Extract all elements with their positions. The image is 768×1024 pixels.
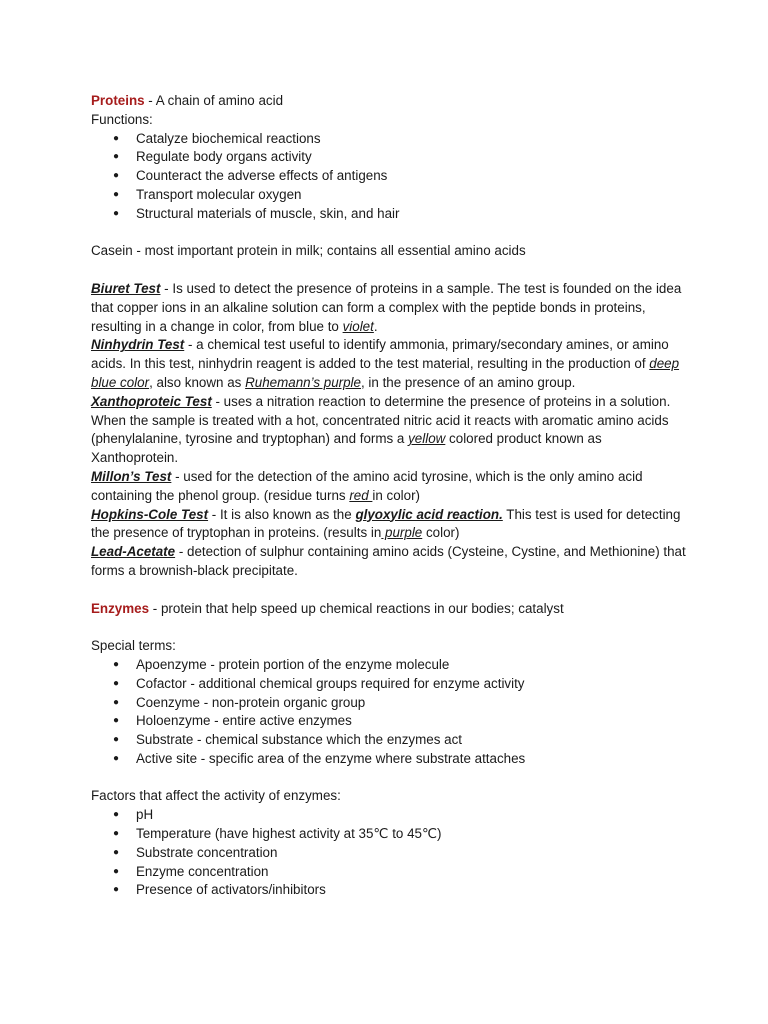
biuret-term: Biuret Test bbox=[91, 280, 161, 296]
functions-label: Functions: bbox=[91, 111, 153, 127]
list-item: ● Apoenzyme - protein portion of the enzyme molecule bbox=[91, 656, 691, 675]
list-item: ● Active site - specific area of the enzyme where substrate attaches bbox=[91, 750, 691, 769]
special-terms-list bbox=[91, 656, 691, 769]
list-item: ● Substrate concentration bbox=[91, 844, 691, 863]
list-item: ● Transport molecular oxygen bbox=[91, 186, 691, 205]
list-item: ● Catalyze biochemical reactions bbox=[91, 130, 691, 149]
list-item: ● Counteract the adverse effects of antigens bbox=[91, 167, 691, 186]
special-terms-label: Special terms: bbox=[91, 638, 176, 654]
list-item: ● Structural materials of muscle, skin, and hair bbox=[91, 205, 691, 224]
xanthoproteic-term: Xanthoproteic Test bbox=[91, 393, 212, 409]
enzymes-heading: Enzymes bbox=[91, 600, 150, 616]
lead-acetate-term: Lead-Acetate bbox=[91, 544, 176, 560]
list-item: ● Regulate body organs activity bbox=[91, 148, 691, 167]
list-item: ● Substrate - chemical substance which the enzymes act bbox=[91, 731, 691, 750]
biuret-test: Biuret Test - Is used to detect the presence of proteins in a sample. The test is founded on the idea that copper ions in an alkaline solution can form a complex with the peptide bonds in proteins, resulting in a change in color, from blue to violet. bbox=[91, 280, 682, 334]
list-item: ● pH bbox=[91, 806, 691, 825]
ninhydrin-test: Ninhydrin Test - a chemical test useful to identify ammonia, primary/secondary amines, or amino acids. In this test, ninhydrin reagent is added to the test material, resulting in the production of deep blue color, also known as Ruhemann’s purple, in the presence of an amino group. bbox=[91, 337, 680, 390]
list-item: ● Enzyme concentration bbox=[91, 863, 691, 882]
casein-line: Casein - most important protein in milk; contains all essential amino acids bbox=[91, 243, 526, 259]
ninhydrin-term: Ninhydrin Test bbox=[91, 337, 185, 353]
list-item: ● Cofactor - additional chemical groups required for enzyme activity bbox=[91, 675, 691, 694]
factors-label: Factors that affect the activity of enzymes: bbox=[91, 788, 341, 804]
functions-list bbox=[91, 130, 691, 224]
list-item: ● Coenzyme - non-protein organic group bbox=[91, 694, 691, 713]
millons-term: Millon’s Test bbox=[91, 468, 172, 484]
list-item: ● Presence of activators/inhibitors bbox=[91, 881, 691, 900]
list-item: ● Temperature (have highest activity at 35℃ to 45℃) bbox=[91, 825, 691, 844]
xanthoproteic-test: Xanthoproteic Test - uses a nitration reaction to determine the presence of proteins in a solution. When the sample is treated with a hot, concentrated nitric acid it reacts with aromatic amino acids (phenylalanine, tyrosine and tryptophan) and forms a yellow colored product known as Xanthoprotein. bbox=[91, 393, 671, 466]
enzymes-definition: Enzymes - protein that help speed up chemical reactions in our bodies; catalyst bbox=[91, 600, 564, 616]
factors-list bbox=[91, 806, 691, 900]
hopkins-cole-test: Hopkins-Cole Test - It is also known as the glyoxylic acid reaction. This test is used for detecting the presence of tryptophan in proteins. (results in purple color) bbox=[91, 506, 681, 541]
hopkins-cole-term: Hopkins-Cole Test bbox=[91, 506, 209, 522]
proteins-heading: Proteins bbox=[91, 93, 145, 108]
proteins-definition: Proteins - A chain of amino acid bbox=[91, 93, 284, 108]
lead-acetate-test: Lead-Acetate - detection of sulphur containing amino acids (Cysteine, Cystine, and Methionine) that forms a brownish-black precipitate. bbox=[91, 544, 686, 578]
document-page bbox=[91, 92, 691, 900]
list-item: ● Holoenzyme - entire active enzymes bbox=[91, 712, 691, 731]
millons-test: Millon’s Test - used for the detection of the amino acid tyrosine, which is the only amino acid containing the phenol group. (residue turns red in color) bbox=[91, 468, 643, 503]
